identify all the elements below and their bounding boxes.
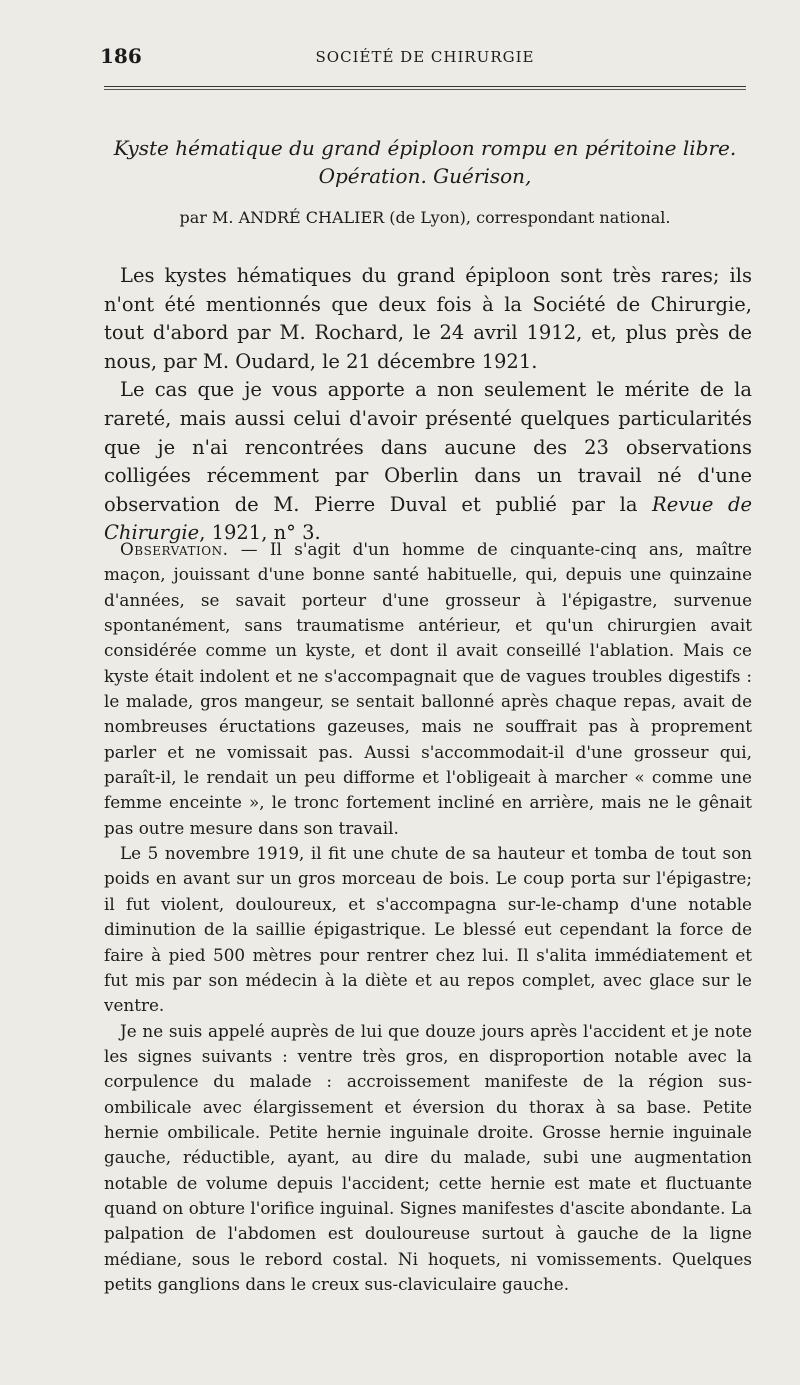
observation-paragraph-2: Le 5 novembre 1919, il fit une chute de sa hauteur et tomba de tout son poids en avant sur un gros morceau de bois. Le coup porta sur l'épigastre; il fut violent, douloureux, et s'accompagna sur-le-champ d'une notable diminution de la saillie épigastrique. Le blessé eut cependant la force de faire à pied 500 mètres pour rentrer chez lui. Il s'alita immédiatement et fut mis par son médecin à la diète et au repos complet, avec glace sur le ventre. bbox=[104, 843, 752, 1016]
intro-p2-end: , 1921, n° 3. bbox=[199, 521, 321, 545]
observation-label: Observation. bbox=[120, 539, 229, 559]
running-head: SOCIÉTÉ DE CHIRURGIE bbox=[315, 48, 535, 66]
intro-paragraph-1: Les kystes hématiques du grand épiploon sont très rares; ils n'ont été mentionnés que deux fois à la Société de Chirurgie, tout d'abord par M. Rochard, le 24 avril 1912, et, plus près de nous, par M. Oudard, le 21 décembre 1921. bbox=[104, 264, 752, 373]
header-rule bbox=[104, 86, 746, 87]
observation-text bbox=[104, 537, 752, 1297]
article-title-line2: Opération. Guérison, bbox=[318, 164, 532, 188]
intro-p2-text: Le cas que je vous apporte a non seulement le mérite de la rareté, mais aussi celui d'avoir présenté quelques particularités que je n'ai rencontrées dans aucune des 23 observations colligées récemment par Oberlin dans un travail né d'une observation de M. Pierre Duval et publié par la bbox=[104, 378, 752, 516]
observation-p1-text: — Il s'agit d'un homme de cinquante-cinq ans, maître maçon, jouissant d'une bonne santé habituelle, qui, depuis une quinzaine d'années, se savait porteur d'une grosseur à l'épigastre, survenue spontanément, sans traumatisme antérieur, et qu'un chirurgien avait considérée comme un kyste, et dont il avait conseillé l'ablation. Mais ce kyste était indolent et ne s'accompagnait que de vagues troubles digestifs : le malade, gros mangeur, se sentait ballonné après chaque repas, avait de nombreuses éructations gazeuses, mais ne souffrait pas à proprement parler et ne vomissait pas. Aussi s'accommodait-il d'une grosseur qui, paraît-il, le rendait un peu difforme et l'obligeait à marcher « comme une femme enceinte », le tronc fortement incliné en arrière, mais ne le gênait pas outre mesure dans son travail. bbox=[104, 539, 752, 838]
intro-paragraph-2 bbox=[104, 376, 752, 548]
observation-paragraph-1 bbox=[104, 537, 752, 841]
article-title-line1: Kyste hématique du grand épiploon rompu en péritoine libre. bbox=[113, 136, 737, 160]
journal-name: Revue de Chirurgie bbox=[104, 492, 753, 545]
page-number: 186 bbox=[100, 44, 142, 68]
article-byline: par M. ANDRÉ CHALIER (de Lyon), correspondant national. bbox=[179, 208, 671, 227]
observation-paragraph-3: Je ne suis appelé auprès de lui que douze jours après l'accident et je note les signes suivants : ventre très gros, en disproportion notable avec la corpulence du malade : accroissement manifeste de la région sus-ombilicale avec élargissement et éversion du thorax à sa base. Petite hernie ombilicale. Petite hernie inguinale droite. Grosse hernie inguinale gauche, réductible, ayant, au dire du malade, subi une augmentation notable de volume depuis l'accident; cette hernie est mate et fluctuante quand on obture l'orifice inguinal. Signes manifestes d'ascite abondante. La palpation de l'abdomen est douloureuse surtout à gauche de la ligne médiane, sous le rebord costal. Ni hoquets, ni vomissements. Quelques petits ganglions dans le creux sus-claviculaire gauche. bbox=[104, 1020, 752, 1294]
article-title bbox=[100, 134, 750, 190]
intro-text bbox=[104, 262, 752, 548]
page-header bbox=[100, 44, 750, 68]
header-rule-secondary bbox=[104, 89, 746, 90]
